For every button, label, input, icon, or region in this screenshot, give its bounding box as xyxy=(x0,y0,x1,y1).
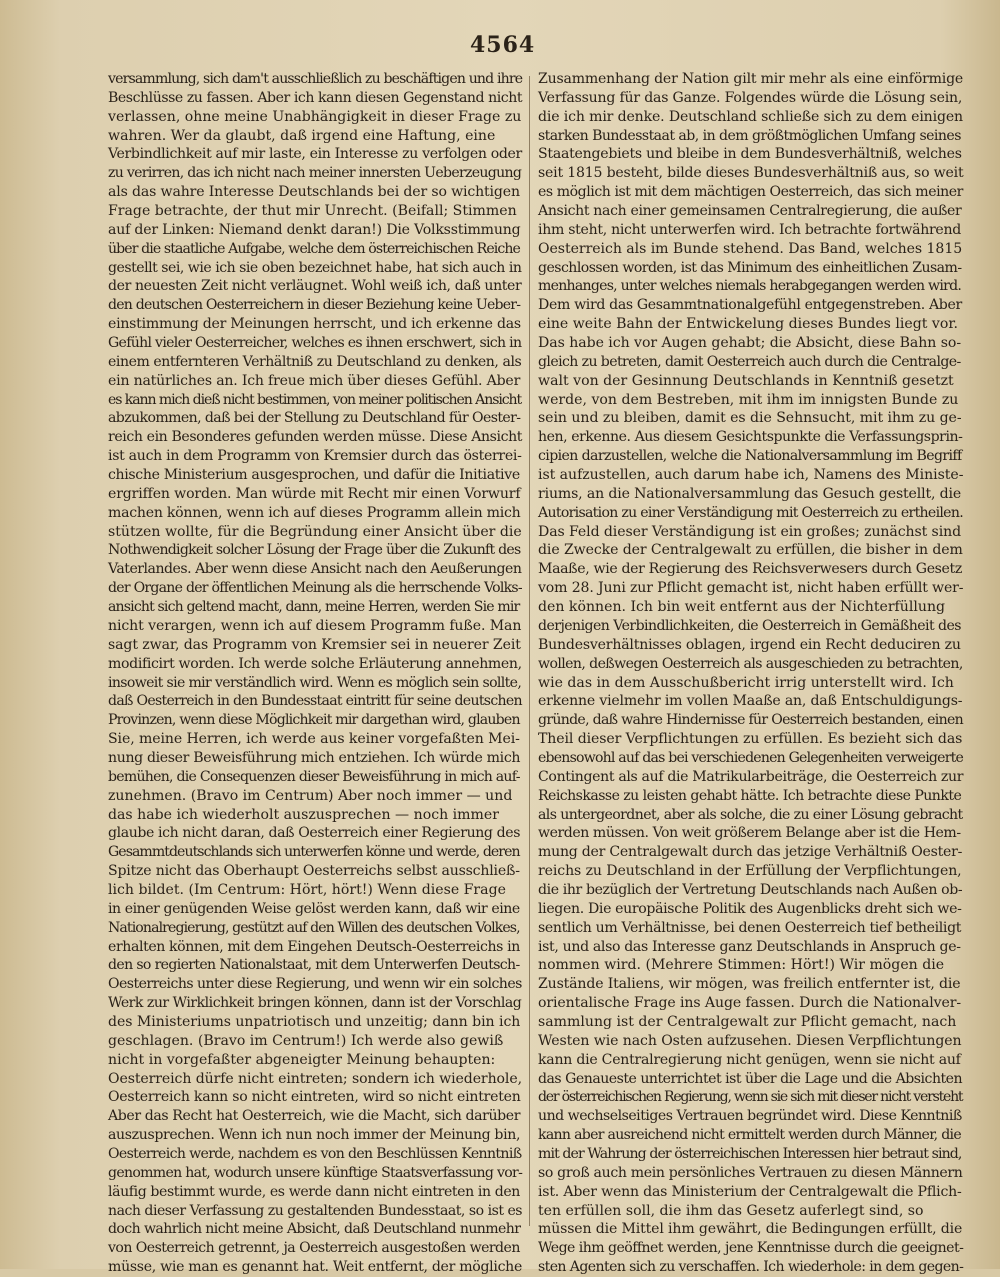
text-line: so groß auch mein persönliches Vertrauen zu diesen Männern xyxy=(538,1164,963,1181)
text-line: Theil dieser Verpflichtungen zu erfüllen. Es bezieht sich das xyxy=(538,731,963,748)
text-line: Nationalregierung, gestützt auf den Willen des deutschen Volkes, xyxy=(108,919,520,936)
text-line: sagt zwar, das Programm von Kremsier sei in neuerer Zeit xyxy=(108,636,521,653)
text-line: werden müssen. Von weit größerem Belange aber ist die Hem- xyxy=(538,825,961,842)
text-line: ist, und also das Interesse ganz Deutschlands in Anspruch ge- xyxy=(538,938,961,955)
text-line: Reichskasse zu leisten gehabt hätte. Ich betrachte diese Punkte xyxy=(538,787,962,804)
text-line: gestellt sei, wie ich sie oben bezeichnet habe, hat sich auch in xyxy=(108,259,522,276)
text-line: kann die Centralregierung nicht genügen, wenn sie nicht auf xyxy=(538,1051,961,1068)
text-line: der österreichischen Regierung, wenn sie sich mit dieser nicht versteht xyxy=(538,1089,963,1106)
text-line: der Organe der öffentlichen Meinung als die herrschende Volks- xyxy=(108,580,522,597)
text-line: riums, an die Nationalversammlung das Gesuch gestellt, die xyxy=(538,485,962,502)
text-line: Gesammtdeutschlands sich unterwerfen könne und werde, deren xyxy=(108,844,520,861)
text-line: Vaterlandes. Aber wenn diese Ansicht nach den Aeußerungen xyxy=(108,561,522,578)
text-line: Werk zur Wirklichkeit bringen können, dann ist der Vorschlag xyxy=(108,995,522,1012)
text-line: müsse, wie man es genannt hat. Weit entfernt, der mögliche xyxy=(108,1259,523,1276)
text-line: zu verirren, das ich nicht nach meiner innersten Ueberzeugung xyxy=(108,165,522,182)
text-line: den so regierten Nationalstaat, mit dem Unterwerfen Deutsch- xyxy=(108,957,520,974)
text-line: Aber das Recht hat Oesterreich, wie die Macht, sich darüber xyxy=(108,1108,521,1125)
text-line: über die staatliche Aufgabe, welche dem österreichischen Reiche xyxy=(108,240,521,257)
text-line: wahren. Wer da glaubt, daß irgend eine Haftung, eine xyxy=(108,127,496,144)
text-line: Oesterreich dürfe nicht eintreten; sondern ich wiederhole, xyxy=(108,1070,522,1087)
text-line: reichs zu Deutschland in der Erfüllung der Verpflichtungen, xyxy=(538,863,962,880)
text-line: menhanges, unter welches niemals herabgegangen werden wird. xyxy=(538,278,962,295)
text-line: verlassen, ohne meine Unabhängigkeit in dieser Frage zu xyxy=(108,108,522,125)
text-line: auf der Linken: Niemand denkt daran!) Die Volksstimmung xyxy=(108,221,521,238)
text-line: mung der Centralgewalt durch das jetzige Verhältniß Oester- xyxy=(538,844,963,861)
text-line: nung dieser Beweisführung mich entziehen. Ich würde mich xyxy=(108,749,521,766)
text-line: Oesterreich werde, nachdem es von den Beschlüssen Kenntniß xyxy=(108,1145,522,1162)
text-line: geschlagen. (Bravo im Centrum!) Ich werde also gewiß xyxy=(108,1032,504,1049)
text-line: das habe ich wiederholt auszusprechen — noch immer xyxy=(108,806,499,823)
text-line: Dem wird das Gesammtnationalgefühl entgegenstreben. Aber xyxy=(538,297,962,314)
text-line: Gefühl vieler Oesterreicher, welches es ihnen erschwert, sich in xyxy=(108,335,522,352)
column-divider xyxy=(529,76,530,1226)
text-line: erkenne vielmehr im vollen Maaße an, daß Entschuldigungs- xyxy=(538,693,963,710)
page-number: 4564 xyxy=(470,32,536,58)
text-line: glaube ich nicht daran, daß Oesterreich einer Regierung des xyxy=(108,825,521,842)
text-line: ist auch in dem Programm von Kremsier durch das österrei- xyxy=(108,448,522,465)
text-line: orientalische Frage ins Auge fassen. Durch die Nationalver- xyxy=(538,995,962,1012)
text-line: ten erfüllen soll, die ihm das Gesetz auferlegt sind, so xyxy=(538,1202,924,1219)
text-line: Frage betrachte, der thut mir Unrecht. (Beifall; Stimmen xyxy=(108,203,517,220)
text-line: Ansicht nach einer gemeinsamen Centralregierung, die außer xyxy=(538,203,962,220)
text-line: es kann mich dieß nicht bestimmen, von meiner politischen Ansicht xyxy=(108,391,522,408)
text-line: die ihr bezüglich der Vertretung Deutschlands nach Außen ob- xyxy=(538,881,963,898)
text-line: genommen hat, wodurch unsere künftige Staatsverfassung vor- xyxy=(108,1164,523,1181)
text-line: eine weite Bahn der Entwickelung dieses Bundes liegt vor. xyxy=(538,316,959,333)
text-line: Maaße, wie der Regierung des Reichsverwesers durch Gesetz xyxy=(538,561,962,578)
text-line: der neuesten Zeit nicht verläugnet. Wohl weiß ich, daß unter xyxy=(108,278,522,295)
text-line: machen können, wenn ich auf dieses Programm allein mich xyxy=(108,504,521,521)
text-line: als das wahre Interesse Deutschlands bei der so wichtigen xyxy=(108,184,520,201)
text-line: ebensowohl auf das bei verschiedenen Gelegenheiten verweigerte xyxy=(538,749,964,766)
text-line: hen, erkenne. Aus diesem Gesichtspunkte die Verfassungsprin- xyxy=(538,429,963,446)
text-line: lich bildet. (Im Centrum: Hört, hört!) Wenn diese Frage xyxy=(108,881,506,898)
text-line: cipien darzustellen, welche die Nationalversammlung im Begriff xyxy=(538,448,962,465)
text-line: chische Ministerium ausgesprochen, und dafür die Initiative xyxy=(108,467,520,484)
text-line: bemühen, die Consequenzen dieser Beweisführung in mich auf- xyxy=(108,768,520,785)
text-line: Oesterreich als im Bunde stehend. Das Band, welches 1815 xyxy=(538,240,963,257)
text-line: einem entfernteren Verhältniß zu Deutschland zu denken, als xyxy=(108,353,522,370)
text-line: Autorisation zu einer Verständigung mit Oesterreich zu ertheilen. xyxy=(538,504,963,521)
text-line: des Ministeriums unpatriotisch und unzeitig; dann bin ich xyxy=(108,1013,521,1030)
text-line: nicht in vorgefaßter abgeneigter Meinung behaupten: xyxy=(108,1051,496,1068)
text-line: Verfassung für das Ganze. Folgendes würde die Lösung sein, xyxy=(538,89,963,106)
text-line: nommen wird. (Mehrere Stimmen: Hört!) Wir mögen die xyxy=(538,957,945,974)
text-line: Sie, meine Herren, ich werde aus keiner vorgefaßten Mei- xyxy=(108,731,520,748)
text-line: ansicht sich geltend macht, dann, meine Herren, werden Sie mir xyxy=(108,599,520,616)
text-line: kann aber ausreichend nicht ermittelt werden durch Männer, die xyxy=(538,1127,962,1144)
text-line: abzukommen, daß bei der Stellung zu Deutschland für Oester- xyxy=(108,410,521,427)
text-line: Beschlüsse zu fassen. Aber ich kann diesen Gegenstand nicht xyxy=(108,89,523,106)
text-line: als untergeordnet, aber als solche, die zu einer Lösung gebracht xyxy=(538,806,963,823)
text-line: den können. Ich bin weit entfernt aus der Nichterfüllung xyxy=(538,599,946,616)
text-line: gründe, daß wahre Hindernisse für Oesterreich bestanden, einen xyxy=(538,712,963,729)
text-line: Bundesverhältnisses oblagen, irgend ein Recht deduciren zu xyxy=(538,636,961,653)
text-line: modificirt worden. Ich werde solche Erläuterung annehmen, xyxy=(108,655,522,672)
text-line: und wechselseitiges Vertrauen begründet wird. Diese Kenntniß xyxy=(538,1108,962,1125)
text-line: Spitze nicht das Oberhaupt Oesterreichs selbst ausschließ- xyxy=(108,863,520,880)
text-line: erhalten können, mit dem Eingehen Deutsch-Oesterreichs in xyxy=(108,938,520,955)
text-line: sein und zu bleiben, damit es die Sehnsucht, mit ihm zu ge- xyxy=(538,410,962,427)
text-line: Das habe ich vor Augen gehabt; die Absicht, diese Bahn so- xyxy=(538,335,962,352)
text-line: Oesterreichs unter diese Regierung, und wenn wir ein solches xyxy=(108,976,522,993)
text-line: Wege ihm geöffnet werden, jene Kenntnisse durch die geeignet- xyxy=(538,1240,964,1257)
text-line: werde, von dem Bestreben, mit ihm im innigsten Bunde zu xyxy=(538,391,959,408)
text-line: Zusammenhang der Nation gilt mir mehr als eine einförmige xyxy=(538,71,964,87)
text-line: die ich mir denke. Deutschland schließe sich zu dem einigen xyxy=(538,108,963,125)
text-line: nach dieser Verfassung zu gestaltenden Bundesstaat, so ist es xyxy=(108,1202,523,1219)
text-line: seit 1815 besteht, bilde dieses Bundesverhältniß aus, so weit xyxy=(538,165,964,182)
text-line: daß Oesterreich in den Bundesstaat eintritt für seine deutschen xyxy=(108,693,522,710)
text-line: mit der Wahrung der österreichischen Interessen hier betraut sind, xyxy=(538,1145,962,1162)
text-line: geschlossen worden, ist das Minimum des einheitlichen Zusam- xyxy=(538,259,962,276)
text-line: ergriffen worden. Man würde mit Recht mir einen Vorwurf xyxy=(108,485,521,502)
text-line: gleich zu betreten, damit Oesterreich auch durch die Centralge- xyxy=(538,353,961,370)
text-line: zunehmen. (Bravo im Centrum) Aber noch immer — und xyxy=(108,787,513,804)
text-line: liegen. Die europäische Politik des Augenblicks dreht sich we- xyxy=(538,900,962,917)
right-text-column xyxy=(538,70,964,1276)
text-line: insoweit sie mir verständlich wird. Wenn es möglich sein sollte, xyxy=(108,674,522,691)
text-line: derjenigen Verbindlichkeiten, die Oesterreich in Gemäßheit des xyxy=(538,617,961,634)
left-text-column xyxy=(108,70,523,1276)
text-line: auszusprechen. Wenn ich nun noch immer der Meinung bin, xyxy=(108,1127,521,1144)
text-line: Das Feld dieser Verständigung ist ein großes; zunächst sind xyxy=(538,523,961,540)
text-line: von Oesterreich getrennt, ja Oesterreich ausgestoßen werden xyxy=(108,1240,520,1257)
text-line: reich ein Besonderes gefunden werden müsse. Diese Ansicht xyxy=(108,429,523,446)
text-line: wie das in dem Ausschußbericht irrig unterstellt wird. Ich xyxy=(538,674,954,691)
text-line: ihm steht, nicht unterwerfen wird. Ich betrachte fortwährend xyxy=(538,221,961,238)
text-line: ein natürliches an. Ich freue mich über dieses Gefühl. Aber xyxy=(108,372,521,389)
text-line: doch wahrlich nicht meine Absicht, daß Deutschland nunmehr xyxy=(108,1221,521,1238)
text-line: Staatengebiets und bleibe in dem Bundesverhältniß, welches xyxy=(538,146,962,163)
text-line: die Zwecke der Centralgewalt zu erfüllen, die bisher in dem xyxy=(538,542,963,559)
text-line: walt von der Gesinnung Deutschlands in Kenntniß gesetzt xyxy=(538,372,954,389)
text-line: läufig bestimmt wurde, es werde dann nicht eintreten in den xyxy=(108,1183,520,1200)
text-line: ist aufzustellen, auch darum habe ich, Namens des Ministe- xyxy=(538,467,964,484)
text-line: vom 28. Juni zur Pflicht gemacht ist, nicht haben erfüllt wer- xyxy=(538,580,964,597)
text-line: versammlung, sich dam't ausschließlich zu beschäftigen und ihre xyxy=(108,71,523,87)
text-line: Zustände Italiens, wir mögen, was freilich entfernter ist, die xyxy=(538,976,961,993)
text-line: Contingent als auf die Matrikularbeiträge, die Oesterreich zur xyxy=(538,768,964,785)
text-line: einstimmung der Meinungen herrscht, und ich erkenne das xyxy=(108,316,521,333)
text-line: sentlich um Verhältnisse, bei denen Oesterreich tief betheiligt xyxy=(538,919,962,936)
text-line: in einer genügenden Weise gelöst werden kann, daß wir eine xyxy=(108,900,520,917)
text-line: den deutschen Oesterreichern in dieser Beziehung keine Ueber- xyxy=(108,297,521,314)
text-line: sten Agenten sich zu verschaffen. Ich wiederhole: in dem gegen- xyxy=(538,1259,964,1276)
text-line: Verbindlichkeit auf mir laste, ein Interesse zu verfolgen oder xyxy=(108,146,522,163)
text-line: wollen, deßwegen Oesterreich als ausgeschieden zu betrachten, xyxy=(538,655,963,672)
text-line: müssen die Mittel ihm gewährt, die Bedingungen erfüllt, die xyxy=(538,1221,963,1238)
text-line: es möglich ist mit dem mächtigen Oesterreich, das sich meiner xyxy=(538,184,963,201)
text-line: nicht verargen, wenn ich auf diesem Programm fuße. Man xyxy=(108,617,522,634)
text-line: Oesterreich kann so nicht eintreten, wird so nicht eintreten xyxy=(108,1089,521,1106)
text-line: starken Bundesstaat ab, in dem größtmöglichen Umfang seines xyxy=(538,127,961,144)
text-line: Provinzen, wenn diese Möglichkeit mir dargethan wird, glauben xyxy=(108,712,520,729)
text-line: Nothwendigkeit solcher Lösung der Frage über die Zukunft des xyxy=(108,542,521,559)
text-line: sammlung ist der Centralgewalt zur Pflicht gemacht, nach xyxy=(538,1013,957,1030)
text-line: das Genaueste unterrichtet ist über die Lage und die Absichten xyxy=(538,1070,963,1087)
text-line: stützen wollte, für die Begründung einer Ansicht über die xyxy=(108,523,522,540)
text-line: ist. Aber wenn das Ministerium der Centralgewalt die Pflich- xyxy=(538,1183,962,1200)
text-line: Westen wie nach Osten aufzusehen. Diesen Verpflichtungen xyxy=(538,1032,962,1049)
